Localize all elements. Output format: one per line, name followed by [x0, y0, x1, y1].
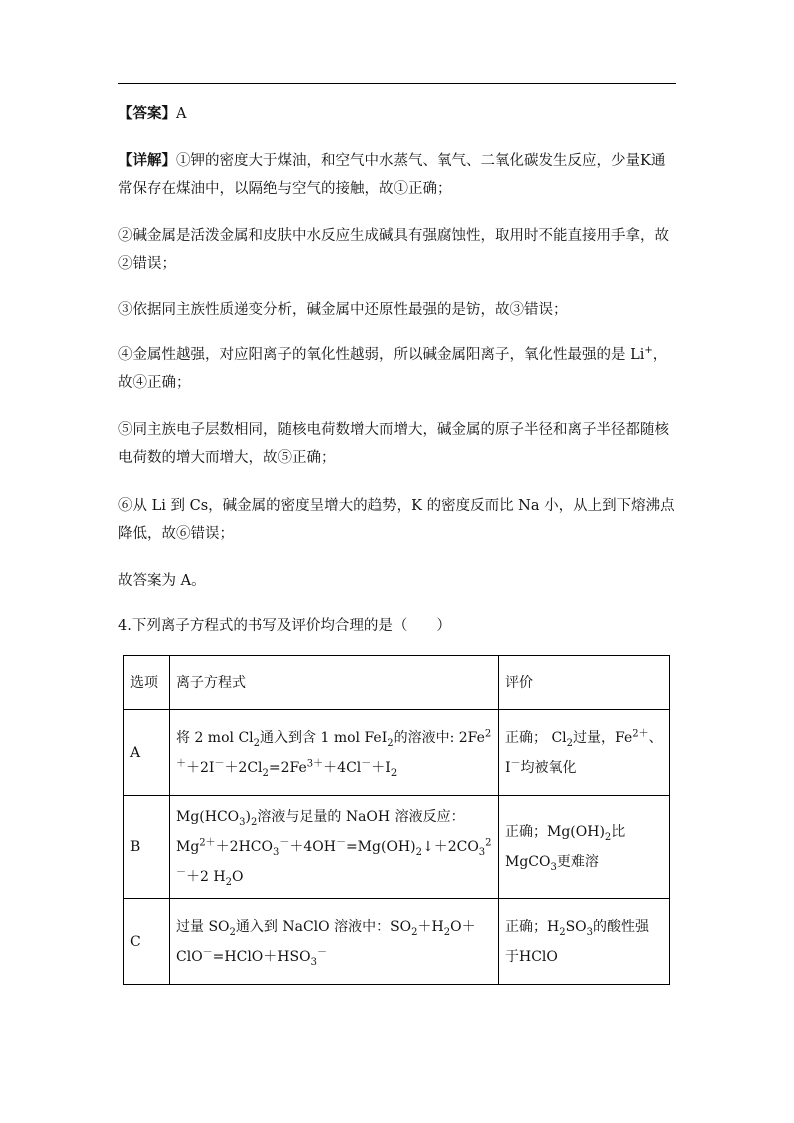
- option-cell: A: [124, 710, 170, 796]
- item4-end: ，故④正确；: [118, 347, 668, 391]
- header-evaluation: 评价: [499, 656, 670, 710]
- analysis-label: 【详解】: [118, 152, 176, 169]
- answer-value: A: [176, 106, 187, 122]
- equation-cell: 将 2 mol $Cl_2$通入到含 1 mol FeI$_2$的溶液中: $2Fe^{2+}+2I^-+2Cl_2=2Fe^{3+}+4Cl^-+I_2$: [170, 710, 499, 796]
- analysis-item-1-text: ①钾的密度大于煤油，和空气中水蒸气、氧气、二氧化碳发生反应，少量K通常保存在煤油中，以隔绝与空气的接触，故①正确；: [118, 153, 666, 197]
- analysis-item-5: ⑤同主族电子层数相同，随核电荷数增大而增大，碱金属的原子半径和离子半径都随核电荷数的增大而增大，故⑤正确；: [118, 422, 669, 466]
- item4-text: ④金属性越强，对应阳离子的氧化性越弱，所以碱金属阳离子，氧化性最强的是 Li: [118, 347, 645, 363]
- analysis-item-6: ⑥从 Li 到 Cs，碱金属的密度呈增大的趋势，K 的密度反而比 Na 小，从上到下熔沸点降低，故⑥错误；: [118, 498, 675, 542]
- table-row: [124, 710, 670, 796]
- item4-sup: +: [644, 345, 653, 357]
- answer-table: [123, 655, 670, 985]
- option-cell: B: [124, 796, 170, 899]
- evaluation-cell: 正确； $Cl_2$过量，$Fe^{2+}$、I－均被氧化: [499, 710, 670, 796]
- evaluation-cell: 正确；$Mg(OH)_2$比 MgCO$_3$更难溶: [499, 796, 670, 899]
- analysis-item-4: [118, 341, 678, 397]
- answer-line: [118, 100, 678, 128]
- table-row: [124, 796, 670, 899]
- header-option: 选项: [124, 656, 170, 710]
- conclusion: 故答案为 A。: [118, 573, 206, 589]
- analysis-item-1: [118, 147, 678, 203]
- evaluation-cell: 正确；$H_2SO_3$的酸性强于HClO: [499, 899, 670, 985]
- header-equation: 离子方程式: [170, 656, 499, 710]
- equation-cell: 过量 $SO_2$通入到 NaClO 溶液中：$SO_2+H_2O+ClO^-=HClO+HSO_3^-$: [170, 899, 499, 985]
- analysis-item-3: ③依据同主族性质递变分析，碱金属中还原性最强的是钫，故③错误；: [118, 302, 568, 318]
- header-rule: [118, 83, 676, 84]
- analysis-item-2: ②碱金属是活泼金属和皮肤中水反应生成碱具有强腐蚀性，取用时不能直接用手拿，故②错误；: [118, 228, 669, 272]
- table-row: [124, 899, 670, 985]
- question-stem: 4.下列离子方程式的书写及评价均合理的是（ ）: [118, 618, 451, 634]
- option-cell: C: [124, 899, 170, 985]
- answer-label: 【答案】: [118, 105, 176, 122]
- equation-cell: $Mg(HCO_3)_2$溶液与足量的 NaOH 溶液反应：$Mg^{2+}+2HCO_3^-+4OH^-=Mg(OH)_2↓+2CO_3^{2-}+2$ $H_2O$: [170, 796, 499, 899]
- table-header-row: [124, 656, 670, 710]
